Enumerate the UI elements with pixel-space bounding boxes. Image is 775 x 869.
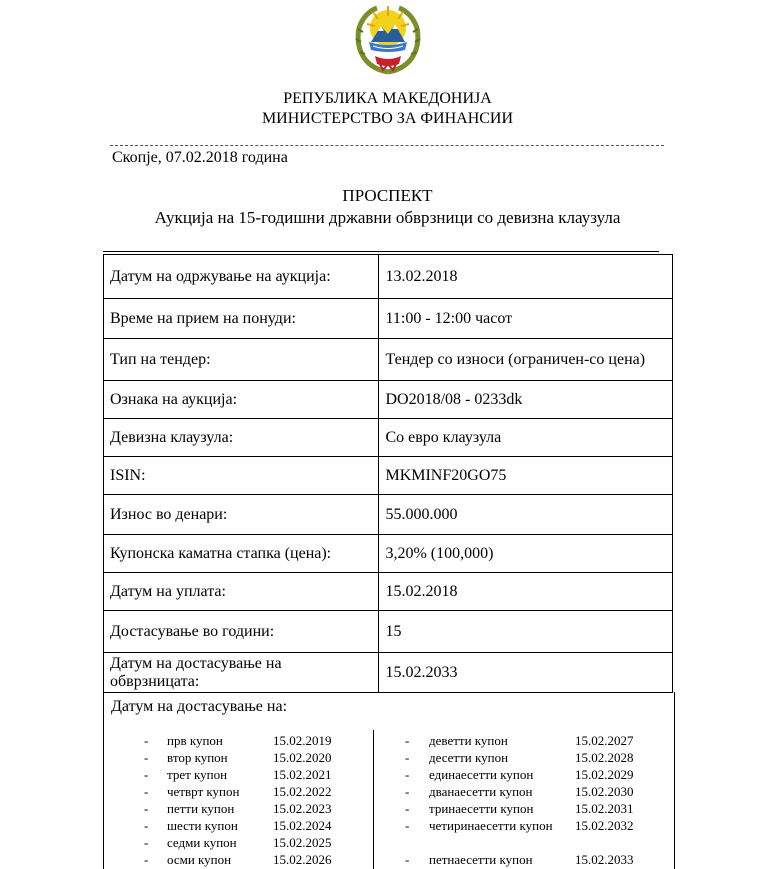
coupon-name: десетти купон	[429, 750, 509, 765]
coupon-date: 15.02.2030	[575, 784, 634, 799]
coupon-date: 15.02.2028	[575, 750, 634, 765]
bullet-dash: -	[144, 767, 149, 782]
coupon-name: единаесетти купон	[429, 767, 534, 782]
column-divider	[373, 730, 374, 869]
table-row	[104, 299, 673, 339]
bullet-dash: -	[144, 733, 149, 748]
coupon-date: 15.02.2025	[273, 835, 332, 850]
document-subtitle: Аукција на 15-годишни државни обврзници со девизна клаузула	[154, 208, 621, 227]
coupon-date: 15.02.2033	[575, 852, 634, 867]
row-label: Датум на уплата:	[104, 573, 379, 611]
ministry-heading: МИНИСТЕРСТВО ЗА ФИНАНСИИ	[261, 110, 514, 127]
coupon-maturity-title: Датум на достасување на:	[111, 698, 288, 715]
coupon-date: 15.02.2023	[273, 801, 332, 816]
coupon-date: 15.02.2019	[273, 733, 332, 748]
row-value: Тендер со износи (ограничен-со цена)	[379, 339, 673, 381]
table-row	[104, 495, 673, 535]
coupon-date: 15.02.2029	[575, 767, 634, 782]
coupon-name: шести купон	[167, 818, 238, 833]
row-label: Ознака на аукција:	[104, 381, 379, 419]
coupon-name: петти купон	[167, 801, 235, 816]
row-value: Со евро клаузула	[379, 419, 673, 457]
table-row	[104, 255, 673, 299]
bullet-dash: -	[405, 767, 410, 782]
coupon-date: 15.02.2022	[273, 784, 332, 799]
bullet-dash: -	[144, 801, 149, 816]
row-value: 11:00 - 12:00 часот	[379, 299, 673, 339]
republic-heading: РЕПУБЛИКА МАКЕДОНИЈА	[283, 90, 492, 107]
bullet-dash: -	[405, 733, 410, 748]
coupon-date: 15.02.2027	[575, 733, 634, 748]
row-value: 3,20% (100,000)	[379, 535, 673, 573]
row-label: Износ во денари:	[104, 495, 379, 535]
coupon-name: четиринаесетти купон	[429, 818, 553, 833]
coupon-name: тринаесетти купон	[429, 801, 534, 816]
table-row	[104, 535, 673, 573]
table-row	[104, 573, 673, 611]
coupon-name: прв купон	[167, 733, 223, 748]
bullet-dash: -	[144, 852, 149, 867]
coupon-name: седми купон	[167, 835, 237, 850]
row-label: Достасување во години:	[104, 611, 379, 653]
row-value: 15.02.2033	[379, 653, 673, 693]
row-value: 15	[379, 611, 673, 653]
row-label: Купонска каматна стапка (цена):	[104, 535, 379, 573]
row-label: Датум на одржување на аукција:	[104, 255, 379, 299]
row-value: DO2018/08 - 0233dk	[379, 381, 673, 419]
bullet-dash: -	[144, 835, 149, 850]
row-value: 15.02.2018	[379, 573, 673, 611]
row-label: ISIN:	[104, 457, 379, 495]
row-label: Датум на достасување на обврзницата:	[104, 653, 379, 693]
bullet-dash: -	[405, 801, 410, 816]
table-row	[104, 339, 673, 381]
table-row	[104, 457, 673, 495]
bullet-dash: -	[405, 750, 410, 765]
table-row	[104, 381, 673, 419]
table-row	[104, 653, 673, 693]
coupon-date: 15.02.2021	[273, 767, 332, 782]
dashed-divider	[110, 145, 664, 146]
row-label: Девизна клаузула:	[104, 419, 379, 457]
auction-info-table	[103, 254, 673, 693]
coupon-date: 15.02.2026	[273, 852, 332, 867]
bullet-dash: -	[144, 750, 149, 765]
coupon-name: втор купон	[167, 750, 228, 765]
row-label: Време на прием на понуди:	[104, 299, 379, 339]
coat-of-arms-emblem	[351, 2, 425, 78]
row-label: Тип на тендер:	[104, 339, 379, 381]
coupon-date: 15.02.2024	[273, 818, 332, 833]
coupon-name: дванаесетти купон	[429, 784, 533, 799]
table-row	[104, 419, 673, 457]
bullet-dash: -	[405, 784, 410, 799]
coupon-name: петнаесетти купон	[429, 852, 533, 867]
coupon-name: трет купон	[167, 767, 228, 782]
bullet-dash: -	[144, 784, 149, 799]
coupon-name: четврт купон	[167, 784, 240, 799]
row-value: MKMINF20GO75	[379, 457, 673, 495]
coupon-maturity-section	[103, 692, 675, 869]
coupon-date: 15.02.2032	[575, 818, 634, 833]
row-value: 55.000.000	[379, 495, 673, 535]
table-row	[104, 611, 673, 653]
bullet-dash: -	[405, 818, 410, 833]
coupon-date: 15.02.2031	[575, 801, 634, 816]
coupon-name: деветти купон	[429, 733, 508, 748]
coupon-date: 15.02.2020	[273, 750, 332, 765]
place-date: Скопје, 07.02.2018 година	[112, 149, 288, 166]
row-value: 13.02.2018	[379, 255, 673, 299]
top-rule	[103, 251, 659, 252]
bullet-dash: -	[405, 852, 410, 867]
document-title: ПРОСПЕКТ	[342, 186, 433, 205]
bullet-dash: -	[144, 818, 149, 833]
coupon-name: осми купон	[167, 852, 232, 867]
